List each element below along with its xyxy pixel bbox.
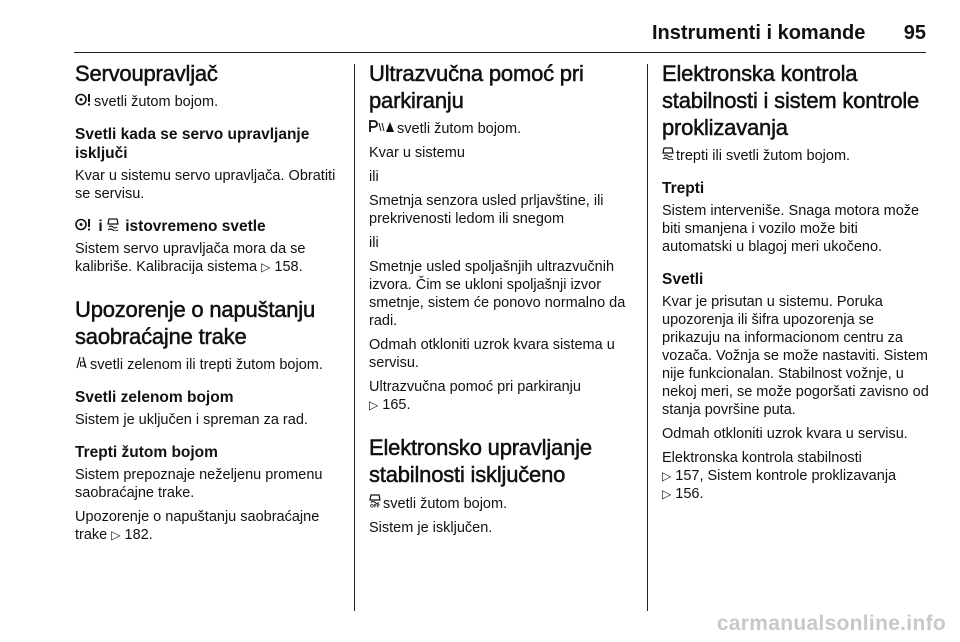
lane-ref-page[interactable]: 182. xyxy=(124,527,153,543)
page-header xyxy=(0,0,960,56)
heading-servo-off: Svetli kada se servo upravljanje isključi xyxy=(75,126,310,162)
page-ref-arrow-icon: ▷ xyxy=(662,469,672,483)
esc-ref-text xyxy=(662,449,930,503)
lane-ref-label: Upozorenje o napuštanju saobraćajne trake xyxy=(75,509,320,543)
esc-ref-page-b[interactable]: 156. xyxy=(675,486,704,502)
heading-yellow: Trepti žutom bojom xyxy=(75,444,218,461)
heading-both-lit xyxy=(75,217,343,236)
park-status-text xyxy=(369,120,637,138)
esc-ref-page-a[interactable]: 157, Sistem kontrole proklizavanja xyxy=(675,468,897,484)
green-text: Sistem je uključen i spreman za rad. xyxy=(75,412,308,428)
page-ref-arrow-icon: ▷ xyxy=(369,398,379,412)
park-ref-label: Ultrazvučna pomoć pri parkiranju xyxy=(369,379,581,395)
heading-both-tail: istovremeno svetle xyxy=(125,218,266,235)
section-title: Instrumenti i komande xyxy=(652,22,866,44)
esc-ref-label: Elektronska kontrola stabilnosti xyxy=(662,450,862,466)
lane-status-label: svetli zelenom ili trepti žutom bojom. xyxy=(90,357,323,373)
esc-off-icon xyxy=(369,494,381,513)
blink-text: Sistem interveniše. Snaga motora može biti smanjena i vozilo može biti automatski u blagoj meri ukočeno. xyxy=(662,203,920,255)
esc-status-text xyxy=(662,147,930,165)
page-ref-arrow-icon: ▷ xyxy=(111,528,121,542)
watermark: carmanualsonline.info xyxy=(716,612,946,635)
page-ref-arrow-icon: ▷ xyxy=(662,487,672,501)
park-ref-text xyxy=(369,378,637,414)
column-divider-1 xyxy=(354,64,355,611)
park-ref-page[interactable]: 165. xyxy=(382,397,411,413)
park-text-5: Smetnje usled spoljašnjih ultrazvučnih izvora. Čim se ukloni spoljašnji izvor smetnje, sistem će ponovo normalno da radi. xyxy=(369,259,626,329)
column-1 xyxy=(75,60,343,550)
heading-esc-off: Elektronsko upravljanje stabilnosti isključeno xyxy=(369,435,592,487)
park-text-1: Kvar u sistemu xyxy=(369,145,465,161)
heading-both-and: i xyxy=(98,218,103,235)
esc-status-label: trepti ili svetli žutom bojom. xyxy=(676,148,851,164)
heading-green: Svetli zelenom bojom xyxy=(75,389,234,406)
esc-off-status-label: svetli žutom bojom. xyxy=(383,496,508,512)
page-number: 95 xyxy=(903,22,926,44)
heading-parking-assist: Ultrazvučna pomoć pri parkiranju xyxy=(369,61,584,113)
park-text-2: ili xyxy=(369,169,379,185)
fix-text: Odmah otkloniti uzrok kvara u servisu. xyxy=(662,426,908,442)
servo-warning-icon xyxy=(75,93,92,111)
both-lit-label: Sistem servo upravljača mora da se kalibriše. Kalibracija sistema xyxy=(75,241,306,275)
esc-off-text: Sistem je isključen. xyxy=(369,520,493,536)
esc-icon xyxy=(662,147,674,165)
lane-departure-icon xyxy=(75,356,88,374)
park-text-6: Odmah otkloniti uzrok kvara sistema u servisu. xyxy=(369,337,615,371)
heading-lit: Svetli xyxy=(662,271,704,288)
page-ref-arrow-icon: ▷ xyxy=(261,260,271,274)
parking-assist-icon xyxy=(369,120,395,138)
servo-warning-icon xyxy=(75,217,92,236)
servo-status-label: svetli žutom bojom. xyxy=(94,94,219,110)
lane-status-text xyxy=(75,356,343,374)
yellow-text: Sistem prepoznaje neželjenu promenu saobraćajne trake. xyxy=(75,467,323,501)
column-divider-2 xyxy=(647,64,648,611)
column-2 xyxy=(369,60,637,543)
heading-servo-steering: Servoupravljač xyxy=(75,61,218,86)
both-lit-ref[interactable]: 158. xyxy=(274,259,303,275)
header-divider xyxy=(74,52,926,53)
park-text-3: Smetnja senzora usled prljavštine, ili prekrivenosti ledom ili snegom xyxy=(369,193,604,227)
servo-status-text xyxy=(75,93,343,111)
esc-icon xyxy=(107,217,119,236)
svg-text:OFF: OFF xyxy=(370,504,380,508)
lit-text: Kvar je prisutan u sistemu. Poruka upozorenja ili šifra upozorenja se prikazuju na informacionom centru za vozača. Vožnja se može nastaviti. Sistem nije funkcionalan. Stabilnost vožnje, u nekoj meri, se može pogoršati zavisno od stanja površine puta. xyxy=(662,294,929,418)
both-lit-text xyxy=(75,240,343,276)
heading-lane-departure: Upozorenje o napuštanju saobraćajne trake xyxy=(75,297,316,349)
heading-esc-tcs: Elektronska kontrola stabilnosti i sistem kontrole proklizavanja xyxy=(662,61,920,140)
esc-off-status-text xyxy=(369,494,637,513)
lane-ref-text xyxy=(75,508,343,544)
park-text-4: ili xyxy=(369,235,379,251)
servo-off-text: Kvar u sistemu servo upravljača. Obratiti se servisu. xyxy=(75,168,336,202)
park-status-label: svetli žutom bojom. xyxy=(397,121,522,137)
column-3 xyxy=(662,60,930,509)
heading-blink: Trepti xyxy=(662,180,705,197)
